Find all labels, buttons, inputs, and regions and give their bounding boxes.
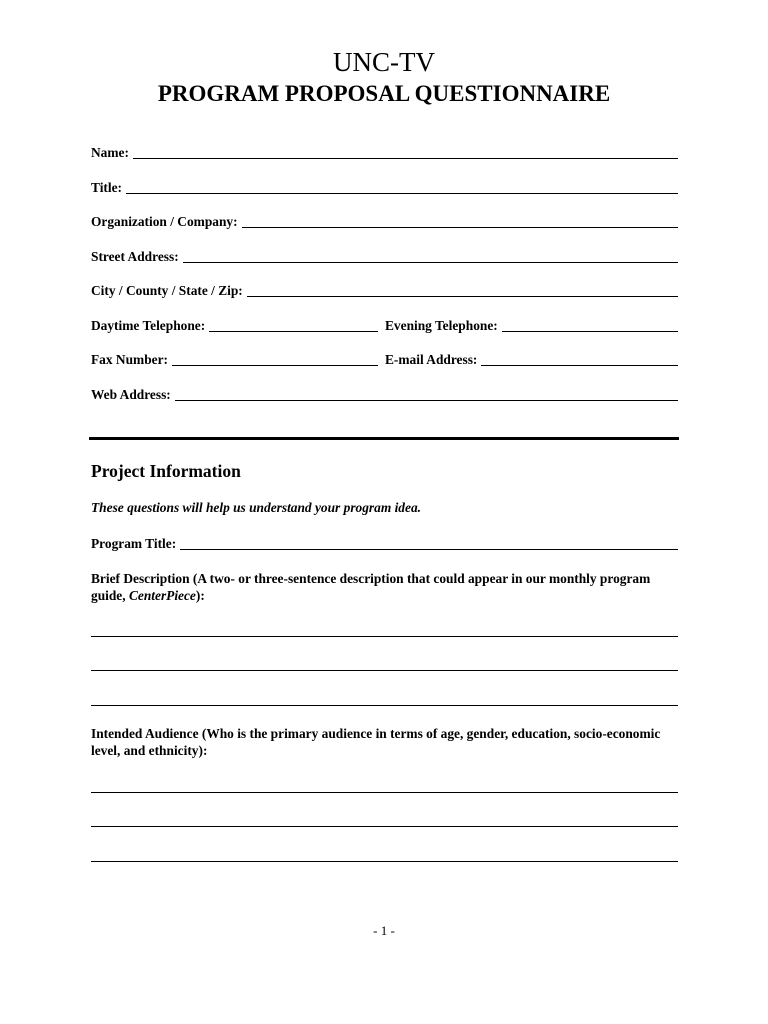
email-address-label: E-mail Address: (385, 352, 478, 367)
centerpiece-guide-name: CenterPiece (128, 588, 196, 603)
intended-audience-prompt: Intended Audience (Who is the primary audience in terms of age, gender, education, socio-economic level, and ethnicity): (91, 726, 661, 758)
brief-description-line-1[interactable] (91, 636, 678, 637)
intended-audience-line-1[interactable] (91, 792, 678, 793)
web-address-blank[interactable] (175, 386, 678, 401)
city-state-zip-field[interactable] (91, 279, 678, 299)
name-blank[interactable] (133, 144, 678, 159)
title-field[interactable] (91, 176, 678, 196)
daytime-telephone-field[interactable] (91, 314, 378, 334)
evening-telephone-blank[interactable] (502, 317, 678, 332)
organization-field[interactable] (91, 210, 678, 230)
street-address-field[interactable] (91, 245, 678, 265)
program-title-label: Program Title: (91, 536, 177, 551)
fax-number-field[interactable] (91, 348, 378, 368)
project-intro-text: These questions will help us understand your program idea. (91, 500, 421, 515)
title-blank[interactable] (126, 179, 678, 194)
intended-audience-line-2[interactable] (91, 826, 678, 827)
web-address-field[interactable] (91, 383, 678, 403)
evening-telephone-field[interactable] (385, 314, 678, 334)
organization-label: Organization / Company: (91, 214, 238, 229)
street-address-blank[interactable] (183, 248, 678, 263)
daytime-telephone-blank[interactable] (209, 317, 378, 332)
email-address-blank[interactable] (481, 351, 678, 366)
daytime-telephone-label: Daytime Telephone: (91, 318, 206, 333)
section-divider (89, 437, 679, 440)
brief-description-prompt (91, 570, 678, 604)
city-state-zip-blank[interactable] (247, 282, 678, 297)
brief-description-end: ): (195, 588, 205, 603)
email-address-field[interactable] (385, 348, 678, 368)
brief-description-line-3[interactable] (91, 705, 678, 706)
name-label: Name: (91, 145, 129, 160)
evening-telephone-label: Evening Telephone: (385, 318, 498, 333)
fax-number-label: Fax Number: (91, 352, 168, 367)
brief-description-line-2[interactable] (91, 670, 678, 671)
web-address-label: Web Address: (91, 387, 171, 402)
page-number: - 1 - (373, 923, 395, 938)
city-state-zip-label: City / County / State / Zip: (91, 283, 243, 298)
street-address-label: Street Address: (91, 249, 179, 264)
fax-number-blank[interactable] (172, 351, 378, 366)
program-title-blank[interactable] (180, 535, 678, 550)
project-information-heading: Project Information (91, 461, 241, 481)
document-title: UNC-TV (333, 47, 435, 77)
intended-audience-line-3[interactable] (91, 861, 678, 862)
program-title-field[interactable] (91, 532, 678, 552)
name-field[interactable] (91, 141, 678, 161)
document-subtitle: PROGRAM PROPOSAL QUESTIONNAIRE (157, 81, 611, 106)
title-label: Title: (91, 180, 122, 195)
organization-blank[interactable] (242, 213, 678, 228)
brief-description-text: Brief Description (A two- or three-sentence description that could appear in our monthly program guide, (91, 571, 651, 603)
